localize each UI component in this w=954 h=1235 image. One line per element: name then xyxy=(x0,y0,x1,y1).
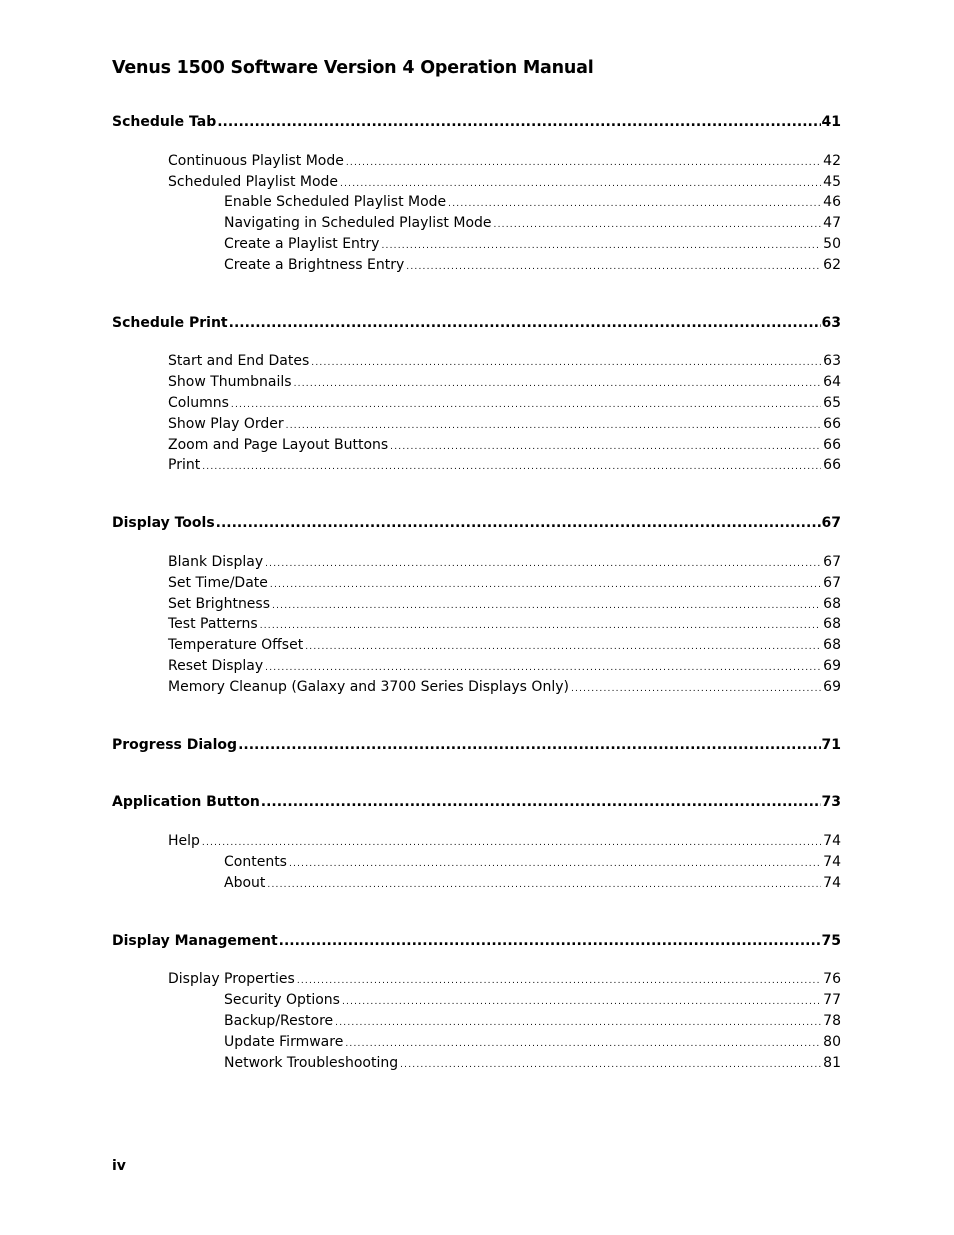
dot-leader xyxy=(270,575,821,596)
toc-entry[interactable] xyxy=(112,255,841,276)
toc-entry-page: 45 xyxy=(823,173,841,190)
toc-entry[interactable] xyxy=(112,455,841,476)
toc-entry-label: About xyxy=(224,874,266,891)
dot-leader xyxy=(238,735,820,756)
toc-entry-label: Show Play Order xyxy=(168,415,284,432)
toc-entry-page: 77 xyxy=(823,992,841,1009)
toc-heading-page: 41 xyxy=(821,114,841,130)
dot-leader xyxy=(216,513,821,534)
toc-entry-page: 66 xyxy=(823,415,841,432)
toc-entry-page: 74 xyxy=(823,853,841,870)
toc-entry-label: Create a Playlist Entry xyxy=(224,235,380,252)
toc-entry-page: 68 xyxy=(823,595,841,612)
page-number: iv xyxy=(112,1158,126,1174)
dot-leader xyxy=(231,395,821,416)
toc-entry-label: Display Properties xyxy=(168,971,295,988)
dot-leader xyxy=(202,457,821,478)
toc-entry-page: 64 xyxy=(823,374,841,391)
toc-entry-label: Show Thumbnails xyxy=(168,374,292,391)
toc-entry[interactable] xyxy=(112,234,841,255)
toc-entry-page: 42 xyxy=(823,152,841,169)
toc-heading-label: Schedule Print xyxy=(112,314,228,331)
dot-leader xyxy=(229,313,821,334)
dot-leader xyxy=(202,833,821,854)
toc-heading-label: Progress Dialog xyxy=(112,736,238,753)
toc-entry-label: Columns xyxy=(168,394,229,411)
toc-entry[interactable] xyxy=(112,990,841,1011)
toc-entry-page: 69 xyxy=(823,657,841,674)
toc-entry-label: Blank Display xyxy=(168,553,264,570)
toc-entry-label: Reset Display xyxy=(168,657,264,674)
dot-leader xyxy=(279,931,821,952)
dot-leader xyxy=(272,596,821,617)
toc-section xyxy=(112,735,841,756)
table-of-contents xyxy=(112,112,841,1073)
toc-heading-page: 67 xyxy=(821,515,841,532)
toc-entry[interactable] xyxy=(112,873,841,894)
toc-entry-page: 80 xyxy=(823,1033,841,1050)
dot-leader xyxy=(494,215,822,236)
toc-entry-page: 67 xyxy=(823,574,841,591)
toc-entry-page: 74 xyxy=(823,874,841,891)
toc-entry[interactable] xyxy=(112,1053,841,1074)
toc-entry[interactable] xyxy=(112,852,841,873)
dot-leader xyxy=(294,374,822,395)
dot-leader xyxy=(342,992,821,1013)
toc-entry-page: 66 xyxy=(823,436,841,453)
toc-heading[interactable] xyxy=(112,513,841,534)
toc-entry[interactable] xyxy=(112,372,841,393)
toc-entry-label: Memory Cleanup (Galaxy and 3700 Series Displays Only) xyxy=(168,678,569,695)
dot-leader xyxy=(267,875,821,896)
toc-entry-page: 50 xyxy=(823,235,841,252)
dot-leader xyxy=(345,1034,821,1055)
toc-entry-page: 47 xyxy=(823,215,841,232)
toc-entry[interactable] xyxy=(112,1032,841,1053)
toc-heading-label: Display Tools xyxy=(112,515,215,532)
toc-entry[interactable] xyxy=(112,614,841,635)
dot-leader xyxy=(265,658,821,679)
toc-heading-page: 71 xyxy=(821,736,841,753)
toc-entry[interactable] xyxy=(112,594,841,615)
toc-heading-page: 73 xyxy=(821,794,841,811)
toc-entry[interactable] xyxy=(112,435,841,456)
document-title: Venus 1500 Software Version 4 Operation Manual xyxy=(112,58,594,78)
dot-leader xyxy=(265,554,821,575)
toc-entry-page: 68 xyxy=(823,637,841,654)
toc-entry-label: Continuous Playlist Mode xyxy=(168,152,344,169)
toc-entry[interactable] xyxy=(112,414,841,435)
toc-section xyxy=(112,513,841,697)
toc-entry-label: Enable Scheduled Playlist Mode xyxy=(224,194,447,211)
dot-leader xyxy=(400,1055,821,1076)
toc-entry-page: 63 xyxy=(823,353,841,370)
toc-entry[interactable] xyxy=(112,656,841,677)
toc-entry-label: Test Patterns xyxy=(168,616,258,633)
dot-leader xyxy=(571,679,821,700)
toc-heading-page: 75 xyxy=(821,932,841,949)
dot-leader xyxy=(289,854,821,875)
toc-section xyxy=(112,313,841,477)
toc-entry-page: 76 xyxy=(823,971,841,988)
dot-leader xyxy=(390,437,821,458)
toc-entry-page: 65 xyxy=(823,394,841,411)
toc-entry[interactable] xyxy=(112,831,841,852)
toc-entry-page: 66 xyxy=(823,457,841,474)
toc-entry[interactable] xyxy=(112,172,841,193)
toc-entry-page: 68 xyxy=(823,616,841,633)
toc-entry[interactable] xyxy=(112,969,841,990)
toc-entry[interactable] xyxy=(112,573,841,594)
toc-entry-page: 67 xyxy=(823,553,841,570)
toc-entry[interactable] xyxy=(112,351,841,372)
toc-entry-label: Temperature Offset xyxy=(168,637,304,654)
dot-leader xyxy=(261,792,821,813)
toc-section xyxy=(112,112,841,276)
toc-entry-page: 62 xyxy=(823,256,841,273)
toc-heading[interactable] xyxy=(112,931,841,952)
toc-entry-label: Start and End Dates xyxy=(168,353,310,370)
toc-entry-label: Zoom and Page Layout Buttons xyxy=(168,436,389,453)
toc-entry-label: Update Firmware xyxy=(224,1033,344,1050)
toc-heading[interactable] xyxy=(112,112,841,133)
toc-entry-label: Contents xyxy=(224,853,287,870)
toc-heading[interactable] xyxy=(112,735,841,756)
toc-entry[interactable] xyxy=(112,677,841,698)
dot-leader xyxy=(217,112,820,133)
toc-heading-label: Application Button xyxy=(112,794,260,811)
toc-entry-page: 78 xyxy=(823,1012,841,1029)
dot-leader xyxy=(311,353,821,374)
toc-entry[interactable] xyxy=(112,213,841,234)
dot-leader xyxy=(406,257,821,278)
toc-entry[interactable] xyxy=(112,393,841,414)
toc-entry-label: Backup/Restore xyxy=(224,1012,334,1029)
toc-entry-label: Set Brightness xyxy=(168,595,271,612)
toc-entry-label: Network Troubleshooting xyxy=(224,1054,399,1071)
toc-heading-page: 63 xyxy=(821,314,841,331)
toc-entry-page: 69 xyxy=(823,678,841,695)
toc-heading-label: Display Management xyxy=(112,932,278,949)
toc-entry[interactable] xyxy=(112,192,841,213)
toc-entry-label: Create a Brightness Entry xyxy=(224,256,405,273)
toc-entry-page: 46 xyxy=(823,194,841,211)
toc-entry-label: Navigating in Scheduled Playlist Mode xyxy=(224,215,492,232)
toc-entry-page: 81 xyxy=(823,1054,841,1071)
toc-entry-page: 74 xyxy=(823,833,841,850)
toc-entry[interactable] xyxy=(112,151,841,172)
toc-entry-label: Security Options xyxy=(224,992,340,1009)
dot-leader xyxy=(335,1013,821,1034)
dot-leader xyxy=(297,971,821,992)
toc-heading[interactable] xyxy=(112,792,841,813)
toc-entry-label: Scheduled Playlist Mode xyxy=(168,173,339,190)
toc-heading[interactable] xyxy=(112,313,841,334)
toc-entry[interactable] xyxy=(112,552,841,573)
dot-leader xyxy=(286,416,822,437)
toc-section xyxy=(112,931,841,1074)
toc-section xyxy=(112,792,841,893)
toc-entry-label: Set Time/Date xyxy=(168,574,268,591)
dot-leader xyxy=(305,637,821,658)
toc-entry-label: Help xyxy=(168,833,200,850)
toc-entry-label: Print xyxy=(168,457,201,474)
dot-leader xyxy=(340,174,821,195)
dot-leader xyxy=(381,236,821,257)
toc-entry[interactable] xyxy=(112,635,841,656)
dot-leader xyxy=(346,153,821,174)
toc-heading-label: Schedule Tab xyxy=(112,114,217,130)
toc-entry[interactable] xyxy=(112,1011,841,1032)
dot-leader xyxy=(260,616,821,637)
dot-leader xyxy=(448,194,821,215)
